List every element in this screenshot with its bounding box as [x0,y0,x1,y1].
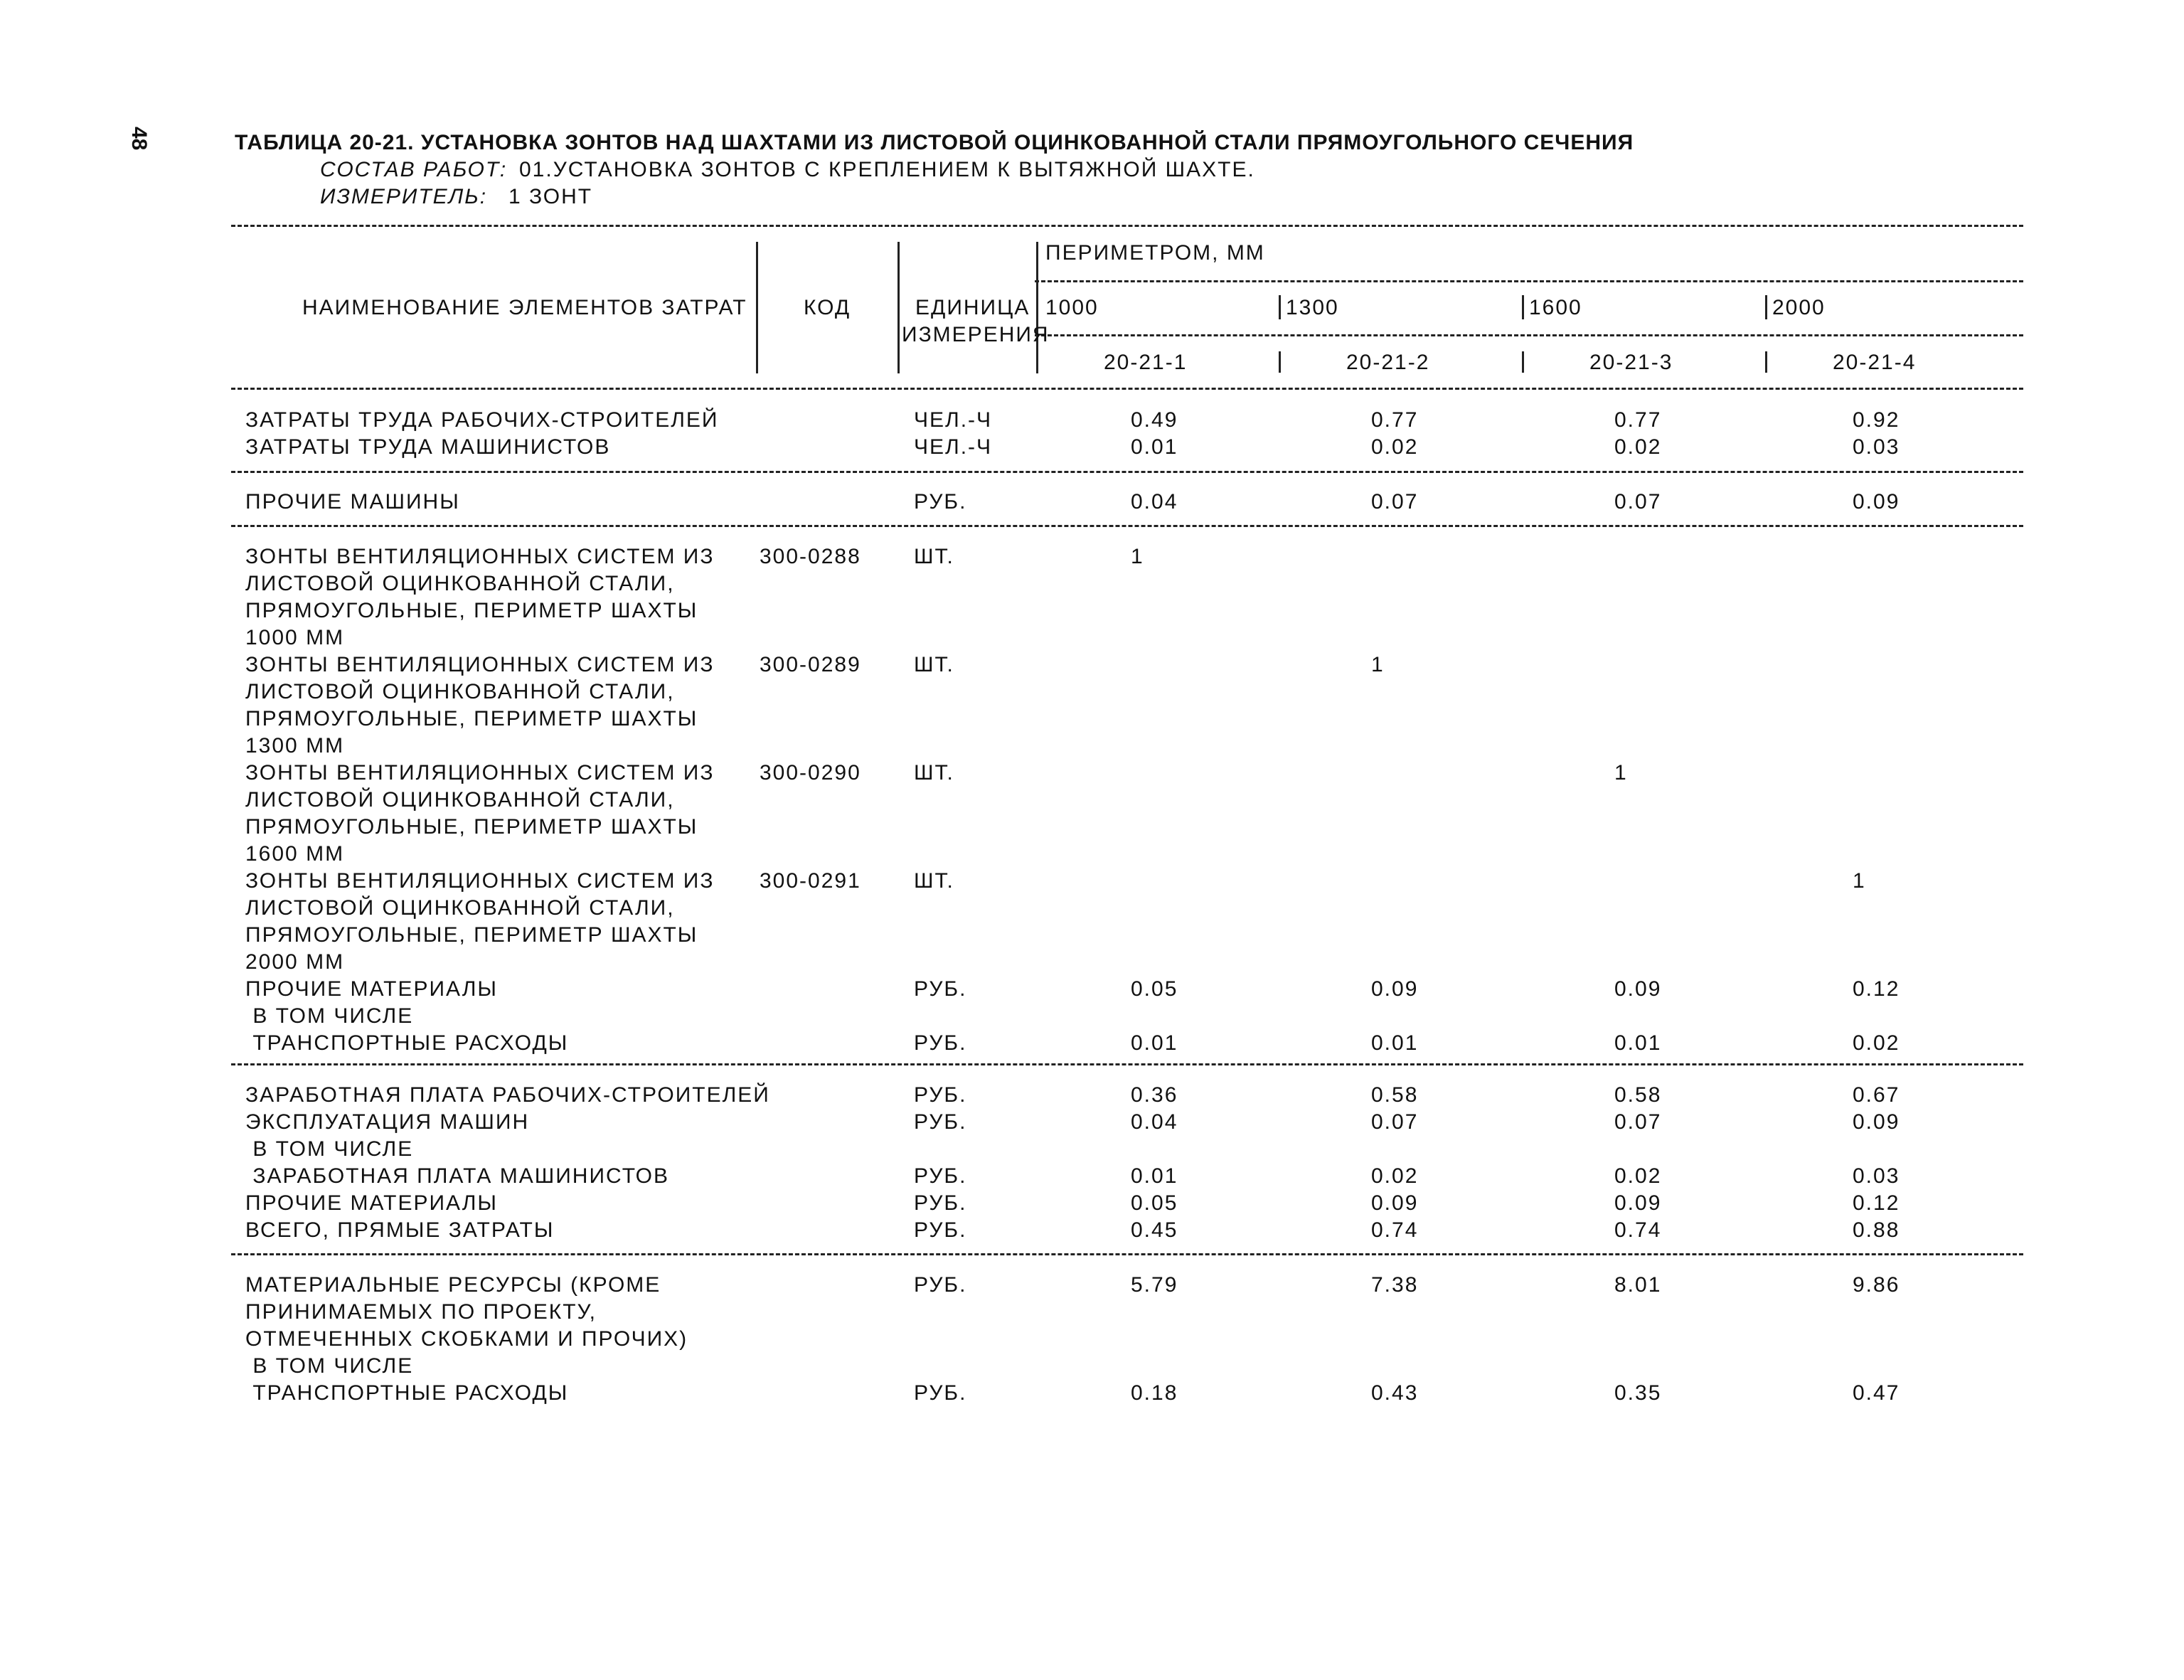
row-value-1: 0.18 [1131,1381,1178,1405]
row-value-2: 0.07 [1371,1110,1419,1134]
row-value-2: 0.02 [1371,435,1419,459]
row-value-1: 0.36 [1131,1083,1178,1107]
row-name: ЗОНТЫ ВЕНТИЛЯЦИОННЫХ СИСТЕМ ИЗ [245,869,715,893]
row-value-4: 0.02 [1853,1031,1900,1055]
header-divider-6b [1765,351,1767,373]
row-value-3: 0.35 [1614,1381,1662,1405]
row-value-3: 0.77 [1614,408,1662,432]
header-group-rule [1035,280,2023,282]
header-divider-2 [897,242,900,373]
row-unit: ШТ. [914,869,954,893]
row-unit: РУБ. [914,1031,967,1055]
row-value-1: 0.49 [1131,408,1178,432]
row-value-1: 0.05 [1131,977,1178,1001]
section-rule-4 [231,1253,2023,1255]
row-value-2: 0.07 [1371,490,1419,514]
row-value-4: 0.92 [1853,408,1900,432]
header-top-rule [231,225,2023,227]
row-name: ПРЯМОУГОЛЬНЫЕ, ПЕРИМЕТР ШАХТЫ [245,707,698,730]
row-value-4: 0.12 [1853,1191,1900,1215]
row-value-4: 0.09 [1853,490,1900,514]
row-unit: ШТ. [914,761,954,785]
row-unit: ШТ. [914,653,954,676]
row-code: 300-0289 [760,653,861,676]
row-name: ЛИСТОВОЙ ОЦИНКОВАННОЙ СТАЛИ, [245,788,675,812]
row-name: ЗОНТЫ ВЕНТИЛЯЦИОННЫХ СИСТЕМ ИЗ [245,761,715,785]
row-value-3: 0.07 [1614,1110,1662,1134]
row-name: 1000 ММ [245,626,345,649]
row-value-3: 0.01 [1614,1031,1662,1055]
header-divider-1 [756,242,758,373]
row-name: ЗАРАБОТНАЯ ПЛАТА МАШИНИСТОВ [245,1164,670,1188]
row-value-3: 1 [1614,761,1628,785]
row-value-4: 0.09 [1853,1110,1900,1134]
header-group: ПЕРИМЕТРОМ, ММ [1045,241,1265,265]
header-code-col-3: 20-21-3 [1589,351,1673,374]
header-perimeter-2: 1300 [1286,296,1339,319]
row-value-1: 0.05 [1131,1191,1178,1215]
row-value-1: 0.04 [1131,490,1178,514]
row-value-2: 1 [1371,653,1385,676]
row-name: В ТОМ ЧИСЛЕ [245,1354,414,1378]
row-value-1: 0.01 [1131,435,1178,459]
row-value-2: 0.09 [1371,977,1419,1001]
header-code: КОД [804,296,851,319]
row-name: ЛИСТОВОЙ ОЦИНКОВАННОЙ СТАЛИ, [245,896,675,920]
row-value-1: 1 [1131,545,1144,568]
row-name: ПРЯМОУГОЛЬНЫЕ, ПЕРИМЕТР ШАХТЫ [245,815,698,839]
header-code-col-1: 20-21-1 [1104,351,1188,374]
header-perimeter-3: 1600 [1529,296,1582,319]
meter-label: ИЗМЕРИТЕЛЬ: [320,185,488,208]
row-name: ТРАНСПОРТНЫЕ РАСХОДЫ [245,1381,569,1405]
header-unit-2: ИЗМЕРЕНИЯ [902,323,1050,346]
row-name: ТРАНСПОРТНЫЕ РАСХОДЫ [245,1031,569,1055]
row-value-3: 0.09 [1614,977,1662,1001]
row-value-4: 9.86 [1853,1273,1900,1297]
header-divider-5a [1522,295,1524,319]
row-code: 300-0291 [760,869,861,893]
header-divider-4a [1279,295,1281,319]
header-code-col-2: 20-21-2 [1346,351,1430,374]
row-unit: ЧЕЛ.-Ч [914,435,993,459]
row-value-4: 0.12 [1853,977,1900,1001]
row-value-1: 0.01 [1131,1164,1178,1188]
row-unit: РУБ. [914,490,967,514]
row-unit: РУБ. [914,1191,967,1215]
row-name: МАТЕРИАЛЬНЫЕ РЕСУРСЫ (КРОМЕ [245,1273,661,1297]
row-value-4: 0.03 [1853,1164,1900,1188]
row-value-2: 0.01 [1371,1031,1419,1055]
header-perimeter-4: 2000 [1772,296,1826,319]
header-name: НАИМЕНОВАНИЕ ЭЛЕМЕНТОВ ЗАТРАТ [302,296,747,319]
row-name: ОТМЕЧЕННЫХ СКОБКАМИ И ПРОЧИХ) [245,1327,688,1351]
row-name: ЭКСПЛУАТАЦИЯ МАШИН [245,1110,530,1134]
header-perimeter-rule [1035,334,2023,336]
row-name: ЗАТРАТЫ ТРУДА РАБОЧИХ-СТРОИТЕЛЕЙ [245,408,719,432]
row-value-4: 0.47 [1853,1381,1900,1405]
row-value-2: 0.09 [1371,1191,1419,1215]
header-divider-5b [1522,351,1524,373]
page-number: 48 [127,127,151,151]
table-title: ТАБЛИЦА 20-21. УСТАНОВКА ЗОНТОВ НАД ШАХТАМИ ИЗ ЛИСТОВОЙ ОЦИНКОВАННОЙ СТАЛИ ПРЯМОУГОЛЬНОГО СЕЧЕНИЯ [235,131,1634,154]
row-unit: РУБ. [914,1110,967,1134]
row-name: ВСЕГО, ПРЯМЫЕ ЗАТРАТЫ [245,1218,555,1242]
row-unit: РУБ. [914,1083,967,1107]
row-value-3: 0.58 [1614,1083,1662,1107]
row-value-2: 0.02 [1371,1164,1419,1188]
row-name: ЗОНТЫ ВЕНТИЛЯЦИОННЫХ СИСТЕМ ИЗ [245,653,715,676]
row-name: ПРЯМОУГОЛЬНЫЕ, ПЕРИМЕТР ШАХТЫ [245,599,698,622]
row-unit: ШТ. [914,545,954,568]
row-value-2: 0.43 [1371,1381,1419,1405]
header-code-col-4: 20-21-4 [1833,351,1917,374]
row-value-1: 0.04 [1131,1110,1178,1134]
section-rule-3 [231,1063,2023,1065]
row-value-2: 0.74 [1371,1218,1419,1242]
row-name: ПРИНИМАЕМЫХ ПО ПРОЕКТУ, [245,1300,597,1324]
row-value-3: 0.02 [1614,1164,1662,1188]
composition-label: СОСТАВ РАБОТ: [320,158,508,181]
row-name: ПРОЧИЕ МАШИНЫ [245,490,460,514]
header-bottom-rule [231,388,2023,390]
header-unit-1: ЕДИНИЦА [915,296,1030,319]
row-name: ПРОЧИЕ МАТЕРИАЛЫ [245,977,498,1001]
row-name: В ТОМ ЧИСЛЕ [245,1004,414,1028]
row-unit: ЧЕЛ.-Ч [914,408,993,432]
row-value-1: 0.45 [1131,1218,1178,1242]
row-unit: РУБ. [914,1164,967,1188]
row-value-4: 0.03 [1853,435,1900,459]
header-divider-6a [1765,295,1767,319]
header-divider-3 [1036,242,1038,373]
row-name: ЗАРАБОТНАЯ ПЛАТА РАБОЧИХ-СТРОИТЕЛЕЙ [245,1083,770,1107]
section-rule-1 [231,471,2023,473]
row-name: ЗАТРАТЫ ТРУДА МАШИНИСТОВ [245,435,611,459]
row-unit: РУБ. [914,1218,967,1242]
row-value-2: 0.58 [1371,1083,1419,1107]
row-name: 1600 ММ [245,842,345,866]
row-value-3: 0.07 [1614,490,1662,514]
row-unit: РУБ. [914,1381,967,1405]
header-divider-4b [1279,351,1281,373]
row-name: ЛИСТОВОЙ ОЦИНКОВАННОЙ СТАЛИ, [245,572,675,595]
row-value-3: 0.02 [1614,435,1662,459]
row-value-3: 0.74 [1614,1218,1662,1242]
row-code: 300-0288 [760,545,861,568]
row-name: В ТОМ ЧИСЛЕ [245,1137,414,1161]
row-value-3: 0.09 [1614,1191,1662,1215]
row-value-1: 5.79 [1131,1273,1178,1297]
row-name: ЛИСТОВОЙ ОЦИНКОВАННОЙ СТАЛИ, [245,680,675,703]
row-name: ПРОЧИЕ МАТЕРИАЛЫ [245,1191,498,1215]
row-value-3: 8.01 [1614,1273,1662,1297]
row-name: ПРЯМОУГОЛЬНЫЕ, ПЕРИМЕТР ШАХТЫ [245,923,698,947]
row-name: 1300 ММ [245,734,345,757]
row-code: 300-0290 [760,761,861,785]
row-unit: РУБ. [914,1273,967,1297]
row-unit: РУБ. [914,977,967,1001]
header-perimeter-1: 1000 [1045,296,1099,319]
row-value-1: 0.01 [1131,1031,1178,1055]
row-value-4: 0.67 [1853,1083,1900,1107]
row-value-4: 1 [1853,869,1866,893]
row-value-2: 7.38 [1371,1273,1419,1297]
composition-value: 01.УСТАНОВКА ЗОНТОВ С КРЕПЛЕНИЕМ К ВЫТЯЖНОЙ ШАХТЕ. [519,158,1255,181]
row-value-2: 0.77 [1371,408,1419,432]
meter-value: 1 ЗОНТ [508,185,593,208]
section-rule-2 [231,525,2023,527]
row-value-4: 0.88 [1853,1218,1900,1242]
row-name: ЗОНТЫ ВЕНТИЛЯЦИОННЫХ СИСТЕМ ИЗ [245,545,715,568]
row-name: 2000 ММ [245,950,345,974]
